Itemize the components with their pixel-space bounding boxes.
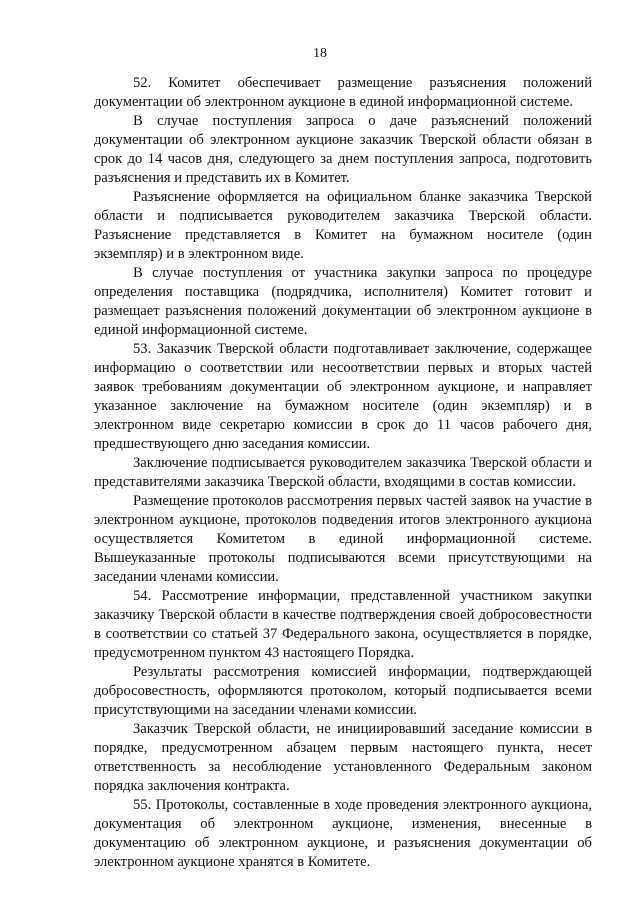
- paragraph-customer-responsibility: Заказчик Тверской области, не инициировавший заседание комиссии в порядке, предусмотренном абзацем первым настоящего пункта, несет ответственность за несоблюдение установленного Федеральным законом порядка заключения контракта.: [94, 721, 592, 794]
- paragraph-participant-request: В случае поступления от участника закупки запроса по процедуре определения поставщика (подрядчика, исполнителя) Комитет готовит и размещает разъяснения положений документации об электронном аукционе в единой информационной системе.: [94, 265, 592, 338]
- paragraph-55: 55. Протоколы, составленные в ходе проведения электронного аукциона, документация об электронном аукционе, изменения, внесенные в документацию об электронном аукционе, и разъяснения документации об электронном аукционе хранятся в Комитете.: [94, 797, 592, 870]
- paragraph-protocols-placement: Размещение протоколов рассмотрения первых частей заявок на участие в электронном аукционе, протоколов подведения итогов электронного аукциона осуществляется Комитетом в единой информационной системе. Вышеуказанные протоколы подписываются всеми присутствующими на заседании членами комиссии.: [94, 493, 592, 585]
- paragraph-clarification-form: Разъяснение оформляется на официальном бланке заказчика Тверской области и подписывается руководителем заказчика Тверской области. Разъяснение представляется в Комитет на бумажном носителе (один экземпляр) и в электронном виде.: [94, 189, 592, 262]
- page-number: 18: [313, 46, 327, 61]
- paragraph-conclusion-signing: Заключение подписывается руководителем заказчика Тверской области и представителями заказчика Тверской области, входящими в состав комиссии.: [94, 455, 592, 490]
- paragraph-54: 54. Рассмотрение информации, представленной участником закупки заказчику Тверской области в качестве подтверждения своей добросовестности в соответствии со статьей 37 Федерального закона, осуществляется в порядке, предусмотренном пунктом 43 настоящего Порядка.: [94, 588, 592, 661]
- paragraph-review-results: Результаты рассмотрения комиссией информации, подтверждающей добросовестность, оформляются протоколом, который подписывается всеми присутствующими на заседании членами комиссии.: [94, 664, 592, 718]
- paragraph-request-clarification: В случае поступления запроса о даче разъяснений положений документации об электронном аукционе заказчик Тверской области обязан в срок до 14 часов дня, следующего за днем поступления запроса, подготовить разъяснения и представить их в Комитет.: [94, 113, 592, 186]
- document-body: [94, 74, 592, 872]
- paragraph-52: 52. Комитет обеспечивает размещение разъяснения положений документации об электронном аукционе в единой информационной системе.: [94, 75, 592, 110]
- paragraph-53: 53. Заказчик Тверской области подготавливает заключение, содержащее информацию о соответствии или несоответствии первых и вторых частей заявок требованиям документации об электронном аукционе, и направляет указанное заключение на бумажном носителе (один экземпляр) и в электронном виде секретарю комиссии в срок до 11 часов рабочего дня, предшествующего дню заседания комиссии.: [94, 341, 592, 452]
